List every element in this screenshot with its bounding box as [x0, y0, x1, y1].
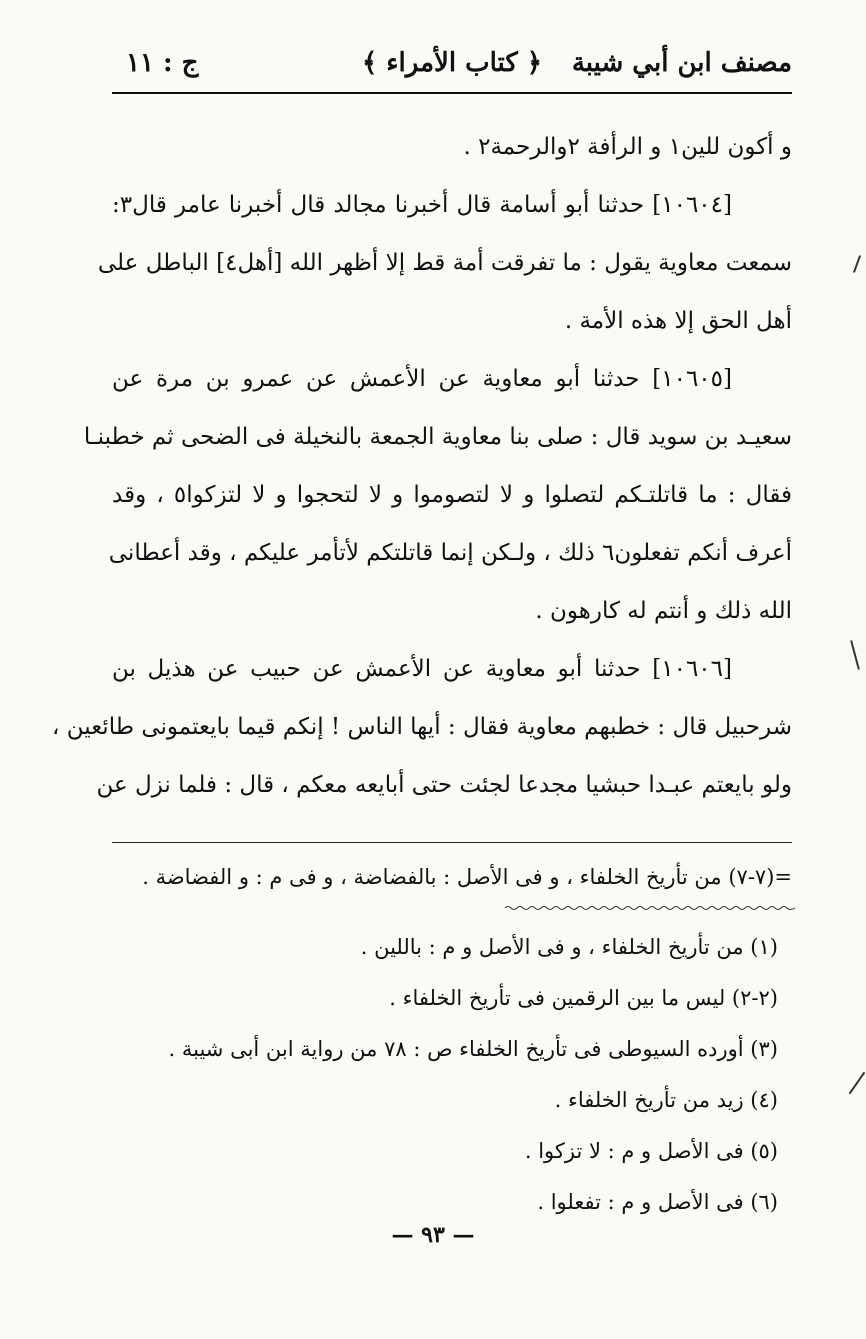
footnote-continuation: =(٧-٧) من تأريخ الخلفاء ، و فى الأصل : بالفضاضة ، و فى م : و الفضاضة . — [142, 865, 792, 889]
footnote-item: (٣) أورده السيوطى فى تأريخ الخلفاء ص : ٧٨ من رواية ابن أبى شيبة . — [168, 1037, 778, 1061]
text-line: أهل الحق إلا هذه الأمة . — [564, 308, 792, 334]
text-line: سعيـد بن سويد قال : صلى بنا معاوية الجمعة بالنخيلة فى الضحى ثم خطبنـا — [83, 424, 792, 450]
text-line: الله ذلك و أنتم له كارهون . — [535, 598, 792, 624]
footnote-item: (١) من تأريخ الخلفاء ، و فى الأصل و م : باللين . — [360, 935, 778, 959]
book-title: مصنف ابن أبي شيبة — [571, 48, 792, 78]
wavy-divider — [505, 904, 795, 912]
page-number: — ٩٣ — — [391, 1222, 475, 1248]
margin-mark — [850, 640, 860, 669]
hadith-10604-line: [١٠٦٠٤] حدثنا أبو أسامة قال أخبرنا مجالد قال أخبرنا عامر قال٣: — [112, 192, 732, 218]
text-line: شرحبيل قال : خطبهم معاوية فقال : أيها الناس ! إنكم قيما بايعتمونى طائعين ، — [52, 714, 792, 740]
footnote-divider — [112, 842, 792, 843]
footnote-item: (٥) فى الأصل و م : لا تزكوا . — [524, 1139, 778, 1163]
text-line: ولو بايعتم عبـدا حبشيا مجدعا لجئت حتى أبايعه معكم ، قال : فلما نزل عن — [96, 772, 792, 798]
footnotes-list — [169, 922, 778, 1228]
main-text — [52, 118, 792, 814]
text-line: سمعت معاوية يقول : ما تفرقت أمة قط إلا أظهر الله [أهل٤] الباطل على — [97, 250, 792, 276]
page-header — [112, 40, 792, 94]
margin-mark — [849, 1072, 866, 1094]
volume-number: ج : ١١ — [126, 48, 199, 78]
hadith-10606-line: [١٠٦٠٦] حدثنا أبو معاوية عن الأعمش عن حبيب عن هذيل بن — [112, 656, 732, 682]
footnote-item: (٦) فى الأصل و م : تفعلوا . — [537, 1190, 778, 1214]
text-line: و أكون للين١ و الرأفة ٢والرحمة٢ . — [463, 134, 792, 160]
hadith-10605-line: [١٠٦٠٥] حدثنا أبو معاوية عن الأعمش عن عمرو بن مرة عن — [112, 366, 732, 392]
text-line: فقال : ما قاتلتـكم لتصلوا و لا لتصوموا و لا لتحجوا و لا لتزكوا٥ ، وقد — [112, 482, 792, 508]
text-line: أعرف أنكم تفعلون٦ ذلك ، ولـكن إنما قاتلتكم لأتأمر عليكم ، وقد أعطانى — [108, 540, 792, 566]
footnote-item: (٢-٢) ليس ما بين الرقمين فى تأريخ الخلفاء . — [389, 986, 778, 1010]
chapter-title: ﴿ كتاب الأمراء ﴾ — [361, 48, 543, 78]
margin-mark — [853, 255, 861, 273]
footnote-item: (٤) زيد من تأريخ الخلفاء . — [554, 1088, 778, 1112]
